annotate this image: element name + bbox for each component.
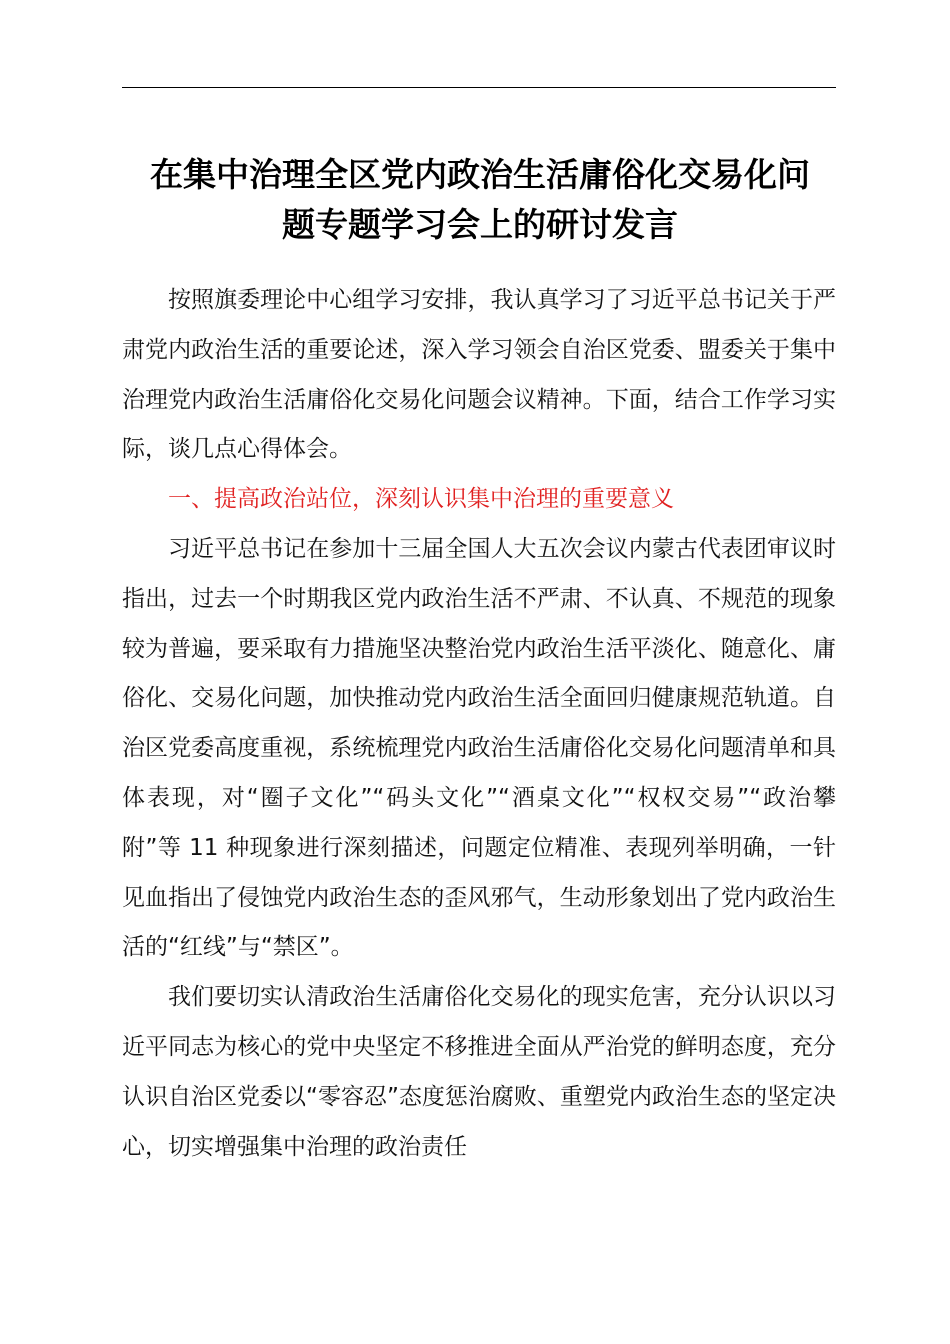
body-paragraph: 我们要切实认清政治生活庸俗化交易化的现实危害，充分认识以习近平同志为核心的党中央坚定不移推进全面从严治党的鲜明态度，充分认识自治区党委以“零容忍”态度惩治腐败、重塑党内政治生态的坚定决心，切实增强集中治理的政治责任 <box>122 984 836 1160</box>
body-paragraph: 习近平总书记在参加十三届全国人大五次会议内蒙古代表团审议时指出，过去一个时期我区党内政治生活不严肃、不认真、不规范的现象较为普遍，要采取有力措施坚决整治党内政治生活平淡化、随意化、庸俗化、交易化问题，加快推动党内政治生活全面回归健康规范轨道。自治区党委高度重视，系统梳理党内政治生活庸俗化交易化问题清单和具体表现，对“圈子文化”“码头文化”“酒桌文化”“权权交易”“政治攀附”等 11 种现象进行深刻描述，问题定位精准、表现列举明确，一针见血指出了侵蚀党内政治生态的歪风邪气，生动形象划出了党内政治生活的“红线”与“禁区”。 <box>122 535 836 961</box>
intro-paragraph: 按照旗委理论中心组学习安排，我认真学习了习近平总书记关于严肃党内政治生活的重要论述，深入学习领会自治区党委、盟委关于集中治理党内政治生活庸俗化交易化问题会议精神。下面，结合工作学习实际，谈几点心得体会。 <box>122 287 836 463</box>
header-rule <box>122 87 836 88</box>
document-body <box>122 276 836 1172</box>
document-title <box>110 150 850 250</box>
title-line-1: 在集中治理全区党内政治生活庸俗化交易化问 <box>150 155 810 194</box>
title-line-2: 题专题学习会上的研讨发言 <box>282 205 678 244</box>
section-heading: 一、提高政治站位，深刻认识集中治理的重要意义 <box>168 486 674 513</box>
